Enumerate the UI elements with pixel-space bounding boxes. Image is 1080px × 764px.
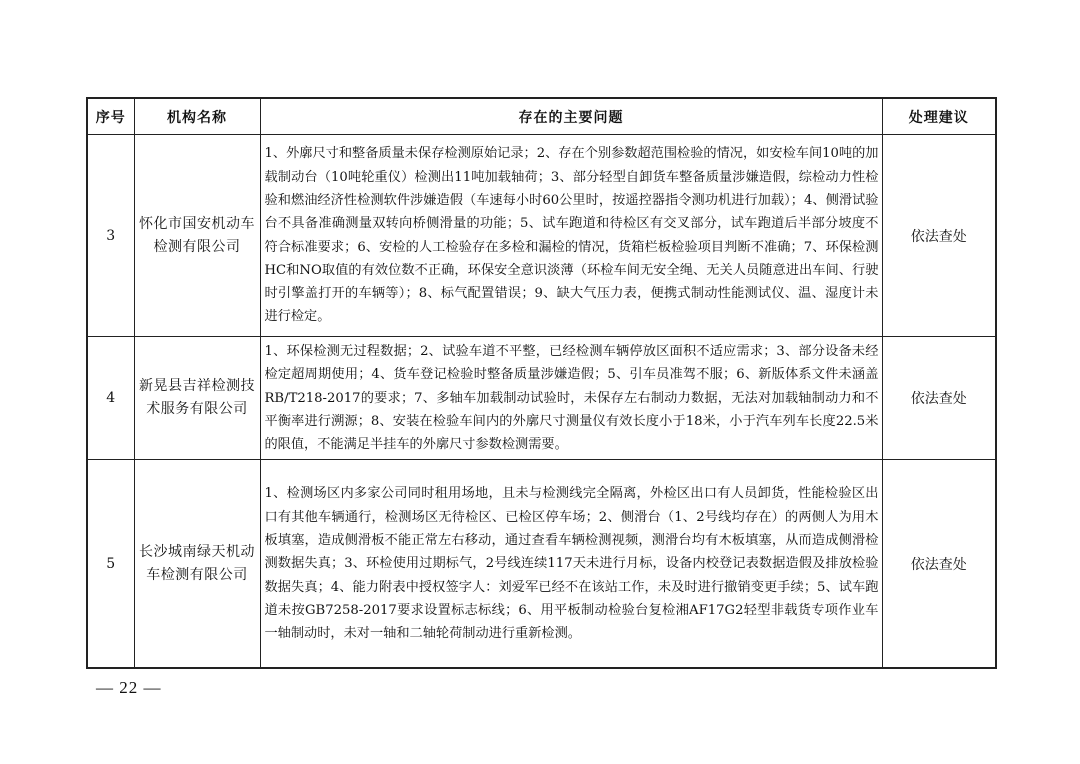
- table-row: [87, 337, 996, 460]
- issues-text: 1、检测场区内多家公司同时租用场地，且未与检测线完全隔离，外检区出口有人员卸货，性能检验区出口有其他车辆通行，检测场区无待检区、已检区停车场；2、侧滑台（1、2号线均存在）的两侧人为用木板填塞，造成侧滑板不能正常左右移动，通过查看车辆检测视频，测滑台均有木板填塞，从而造成侧滑检测数据失真；3、环检使用过期标气，2号线连续117天未进行月标，设备内校登记表数据造假及排放检验数据失真；4、能力附表中授权签字人：刘爱军已经不在该站工作，未及时进行撤销变更手续；5、试车跑道未按GB7258-2017要求设置标志标线；6、用平板制动检验台复检湘AF17G2轻型非载货专项作业车一轴制动时，未对一轴和二轴轮荷制动进行重新检测。: [260, 460, 882, 669]
- table-row: [87, 135, 996, 337]
- inspection-issues-table: [86, 97, 997, 669]
- issues-text: 1、环保检测无过程数据；2、试验车道不平整，已经检测车辆停放区面积不适应需求；3、部分设备未经检定超周期使用；4、货车登记检验时整备质量涉嫌造假；5、引车员准驾不服；6、新版体系文件未涵盖RB/T218-2017的要求；7、多轴车加载制动试验时，未保存左右制动力数据，无法对加载轴制动力和不平衡率进行溯源；8、安装在检验车间内的外廓尺寸测量仪有效长度小于18米，小于汽车列车长度22.5米的限值，不能满足半挂车的外廓尺寸参数检测需要。: [260, 337, 882, 460]
- institution-name: 新晃县吉祥检测技术服务有限公司: [134, 337, 260, 460]
- header-no: 序号: [87, 98, 134, 135]
- issues-text: 1、外廓尺寸和整备质量未保存检测原始记录；2、存在个别参数超范围检验的情况，如安检车间10吨的加载制动台（10吨轮重仪）检测出11吨加载轴荷；3、部分轻型自卸货车整备质量涉嫌造假，综检动力性检验和燃油经济性检测软件涉嫌造假（车速每小时60公里时，按遥控器指令测功机进行加载）；4、侧滑试验台不具备准确测量双转向桥侧滑量的功能；5、试车跑道和待检区有交叉部分，试车跑道后半部分坡度不符合标准要求；6、安检的人工检验存在多检和漏检的情况，货箱栏板检验项目判断不准确；7、环保检测HC和NO取值的有效位数不正确，环保安全意识淡薄（环检车间无安全绳、无关人员随意进出车间、行驶时引擎盖打开的车辆等）；8、标气配置错误；9、缺大气压力表，便携式制动性能测试仪、温、湿度计未进行检定。: [260, 135, 882, 337]
- institution-name: 长沙城南绿天机动车检测有限公司: [134, 460, 260, 669]
- row-number: 3: [87, 135, 134, 337]
- header-main-issues: 存在的主要问题: [260, 98, 882, 135]
- table-row: [87, 460, 996, 669]
- institution-name: 怀化市国安机动车检测有限公司: [134, 135, 260, 337]
- row-number: 5: [87, 460, 134, 669]
- suggestion-text: 依法查处: [882, 460, 996, 669]
- header-institution-name: 机构名称: [134, 98, 260, 135]
- suggestion-text: 依法查处: [882, 337, 996, 460]
- row-number: 4: [87, 337, 134, 460]
- page-number: — 22 —: [96, 678, 162, 697]
- table-header-row: [87, 98, 996, 135]
- suggestion-text: 依法查处: [882, 135, 996, 337]
- header-suggestion: 处理建议: [882, 98, 996, 135]
